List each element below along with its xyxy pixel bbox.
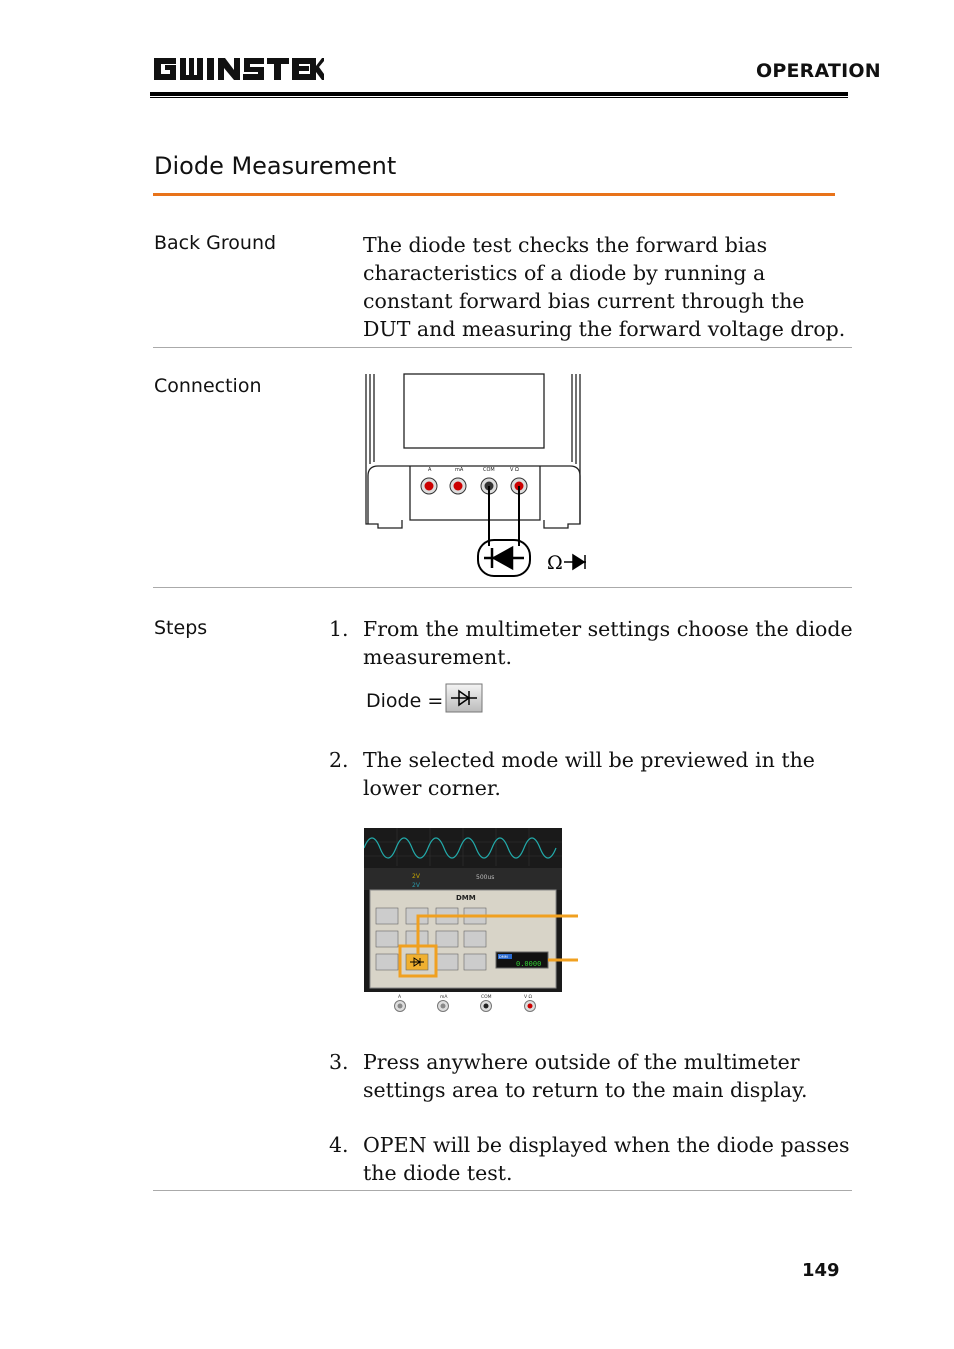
dmm-panel-title: DMM	[456, 894, 476, 902]
page-title: Diode Measurement	[154, 152, 397, 180]
diode-button-icon	[445, 683, 483, 713]
connection-label: Connection	[154, 375, 262, 397]
page-number: 149	[802, 1260, 840, 1281]
step-text: From the multimeter settings choose the diode measurement.	[363, 617, 853, 669]
dmm-screen-illustration	[364, 828, 584, 1016]
ch1-scale: 2V	[412, 873, 420, 880]
steps-label: Steps	[154, 617, 208, 639]
step-number: 1.	[329, 617, 349, 641]
diode-small-icon	[564, 555, 586, 569]
terminal-label-ma: mA	[455, 467, 464, 473]
row-divider	[153, 347, 852, 348]
background-text: The diode test checks the forward bias characteristics of a diode by running a constant forward bias current through the DUT and measuring the forward voltage drop.	[363, 233, 846, 341]
header-rule-thin	[150, 97, 848, 98]
terminal-label-com: COM	[483, 467, 495, 473]
diode-symbol	[484, 548, 524, 568]
preview-label: DMM	[499, 955, 508, 959]
connection-diagram	[360, 370, 600, 582]
title-underline	[153, 193, 835, 196]
screen-terminal-com: COM	[481, 995, 492, 1000]
ch2-scale: 2V	[412, 882, 420, 889]
diode-equals-label: Diode =	[366, 690, 444, 712]
step-number: 2.	[329, 748, 349, 772]
timebase: 500us	[476, 874, 495, 881]
screen-terminal-v: V Ω	[524, 995, 532, 1000]
terminal-jacks	[421, 478, 527, 494]
screen-terminal-a: A	[398, 995, 402, 1000]
step-text: Press anywhere outside of the multimeter settings area to return to the main display.	[363, 1050, 808, 1102]
gw-instek-logo	[152, 54, 324, 84]
terminal-label-a: A	[428, 467, 432, 473]
step-text: The selected mode will be previewed in the lower corner.	[363, 748, 815, 800]
row-divider	[153, 587, 852, 588]
row-divider	[153, 1190, 852, 1191]
section-heading: OPERATION	[756, 60, 881, 82]
screen-terminal-jacks	[395, 1001, 536, 1012]
terminal-label-v: V Ω	[510, 467, 519, 473]
preview-value: 0.0000	[516, 960, 542, 968]
background-label: Back Ground	[154, 232, 277, 254]
screen-terminal-ma: mA	[440, 995, 448, 1000]
header-rule	[150, 92, 848, 96]
ohm-symbol: Ω	[547, 552, 563, 574]
step-text: OPEN will be displayed when the diode passes the diode test.	[363, 1133, 850, 1185]
step-number: 3.	[329, 1050, 349, 1074]
step-number: 4.	[329, 1133, 349, 1157]
